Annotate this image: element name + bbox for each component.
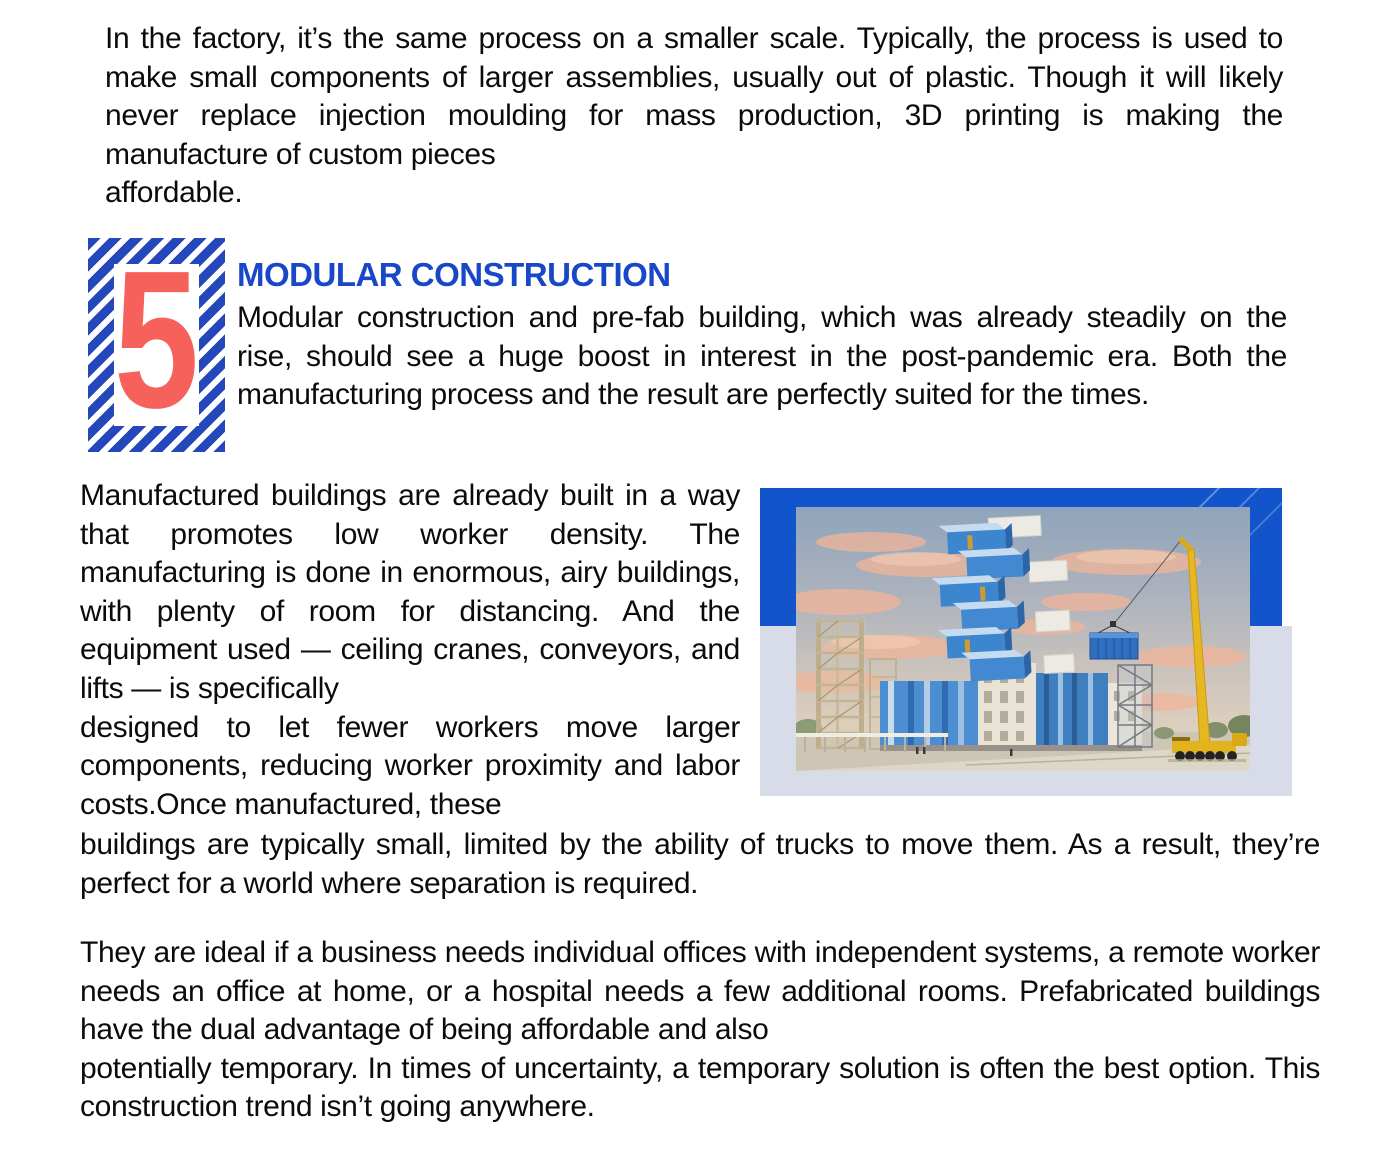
section-title: MODULAR CONSTRUCTION: [237, 256, 671, 293]
intro-segment: In the factory, it’s the same process on a smaller scale. Typically, the process is used to make small components of larger assemblies, usually out of plastic. Though it will likely never replace injection moulding for mass production, 3D printing is making the manufacture of custom pieces: [105, 22, 1283, 171]
modular-building-photo: [796, 507, 1250, 771]
section-number-panel: [113, 230, 200, 449]
intro-segment: affordable.: [105, 176, 243, 210]
section-lead-paragraph: Modular construction and pre-fab building, which was already steadily on the rise, should see a huge boost in interest in the post-pandemic era. Both the manufacturing process and the result are perfectly suited for the times.: [237, 301, 1287, 412]
section-number: 5: [113, 230, 200, 449]
figure-block: [760, 488, 1292, 796]
closing-segment: They are ideal if a business needs individual offices with independent systems, a remote worker needs an office at home, or a hospital needs a few additional rooms. Prefabricated buildings have the dual advantage of being affordable and also: [80, 936, 1320, 1047]
body-segment: buildings are typically small, limited by the ability of trucks to move them. As a result, they’re perfect for a world where separation is required.: [80, 828, 1320, 900]
body-segment: Manufactured buildings are already built in a way that promotes low worker density. The manufacturing is done in enormous, airy buildings, with plenty of room for distancing. And the equipment used — ceiling cranes, conveyors, and lifts — is specifically: [80, 479, 740, 705]
intro-paragraph: [105, 20, 1283, 213]
closing-paragraph: [80, 934, 1320, 1127]
body-segment: designed to let fewer workers move larger components, reducing worker proximity and labor costs.Once manufactured, these: [80, 710, 740, 821]
lattice-tower: [1118, 665, 1152, 747]
section-number-badge: [88, 230, 225, 452]
closing-segment: potentially temporary. In times of uncertainty, a temporary solution is often the best option. This construction trend isn’t going anywhere.: [80, 1051, 1320, 1124]
section-body: [80, 477, 1320, 903]
